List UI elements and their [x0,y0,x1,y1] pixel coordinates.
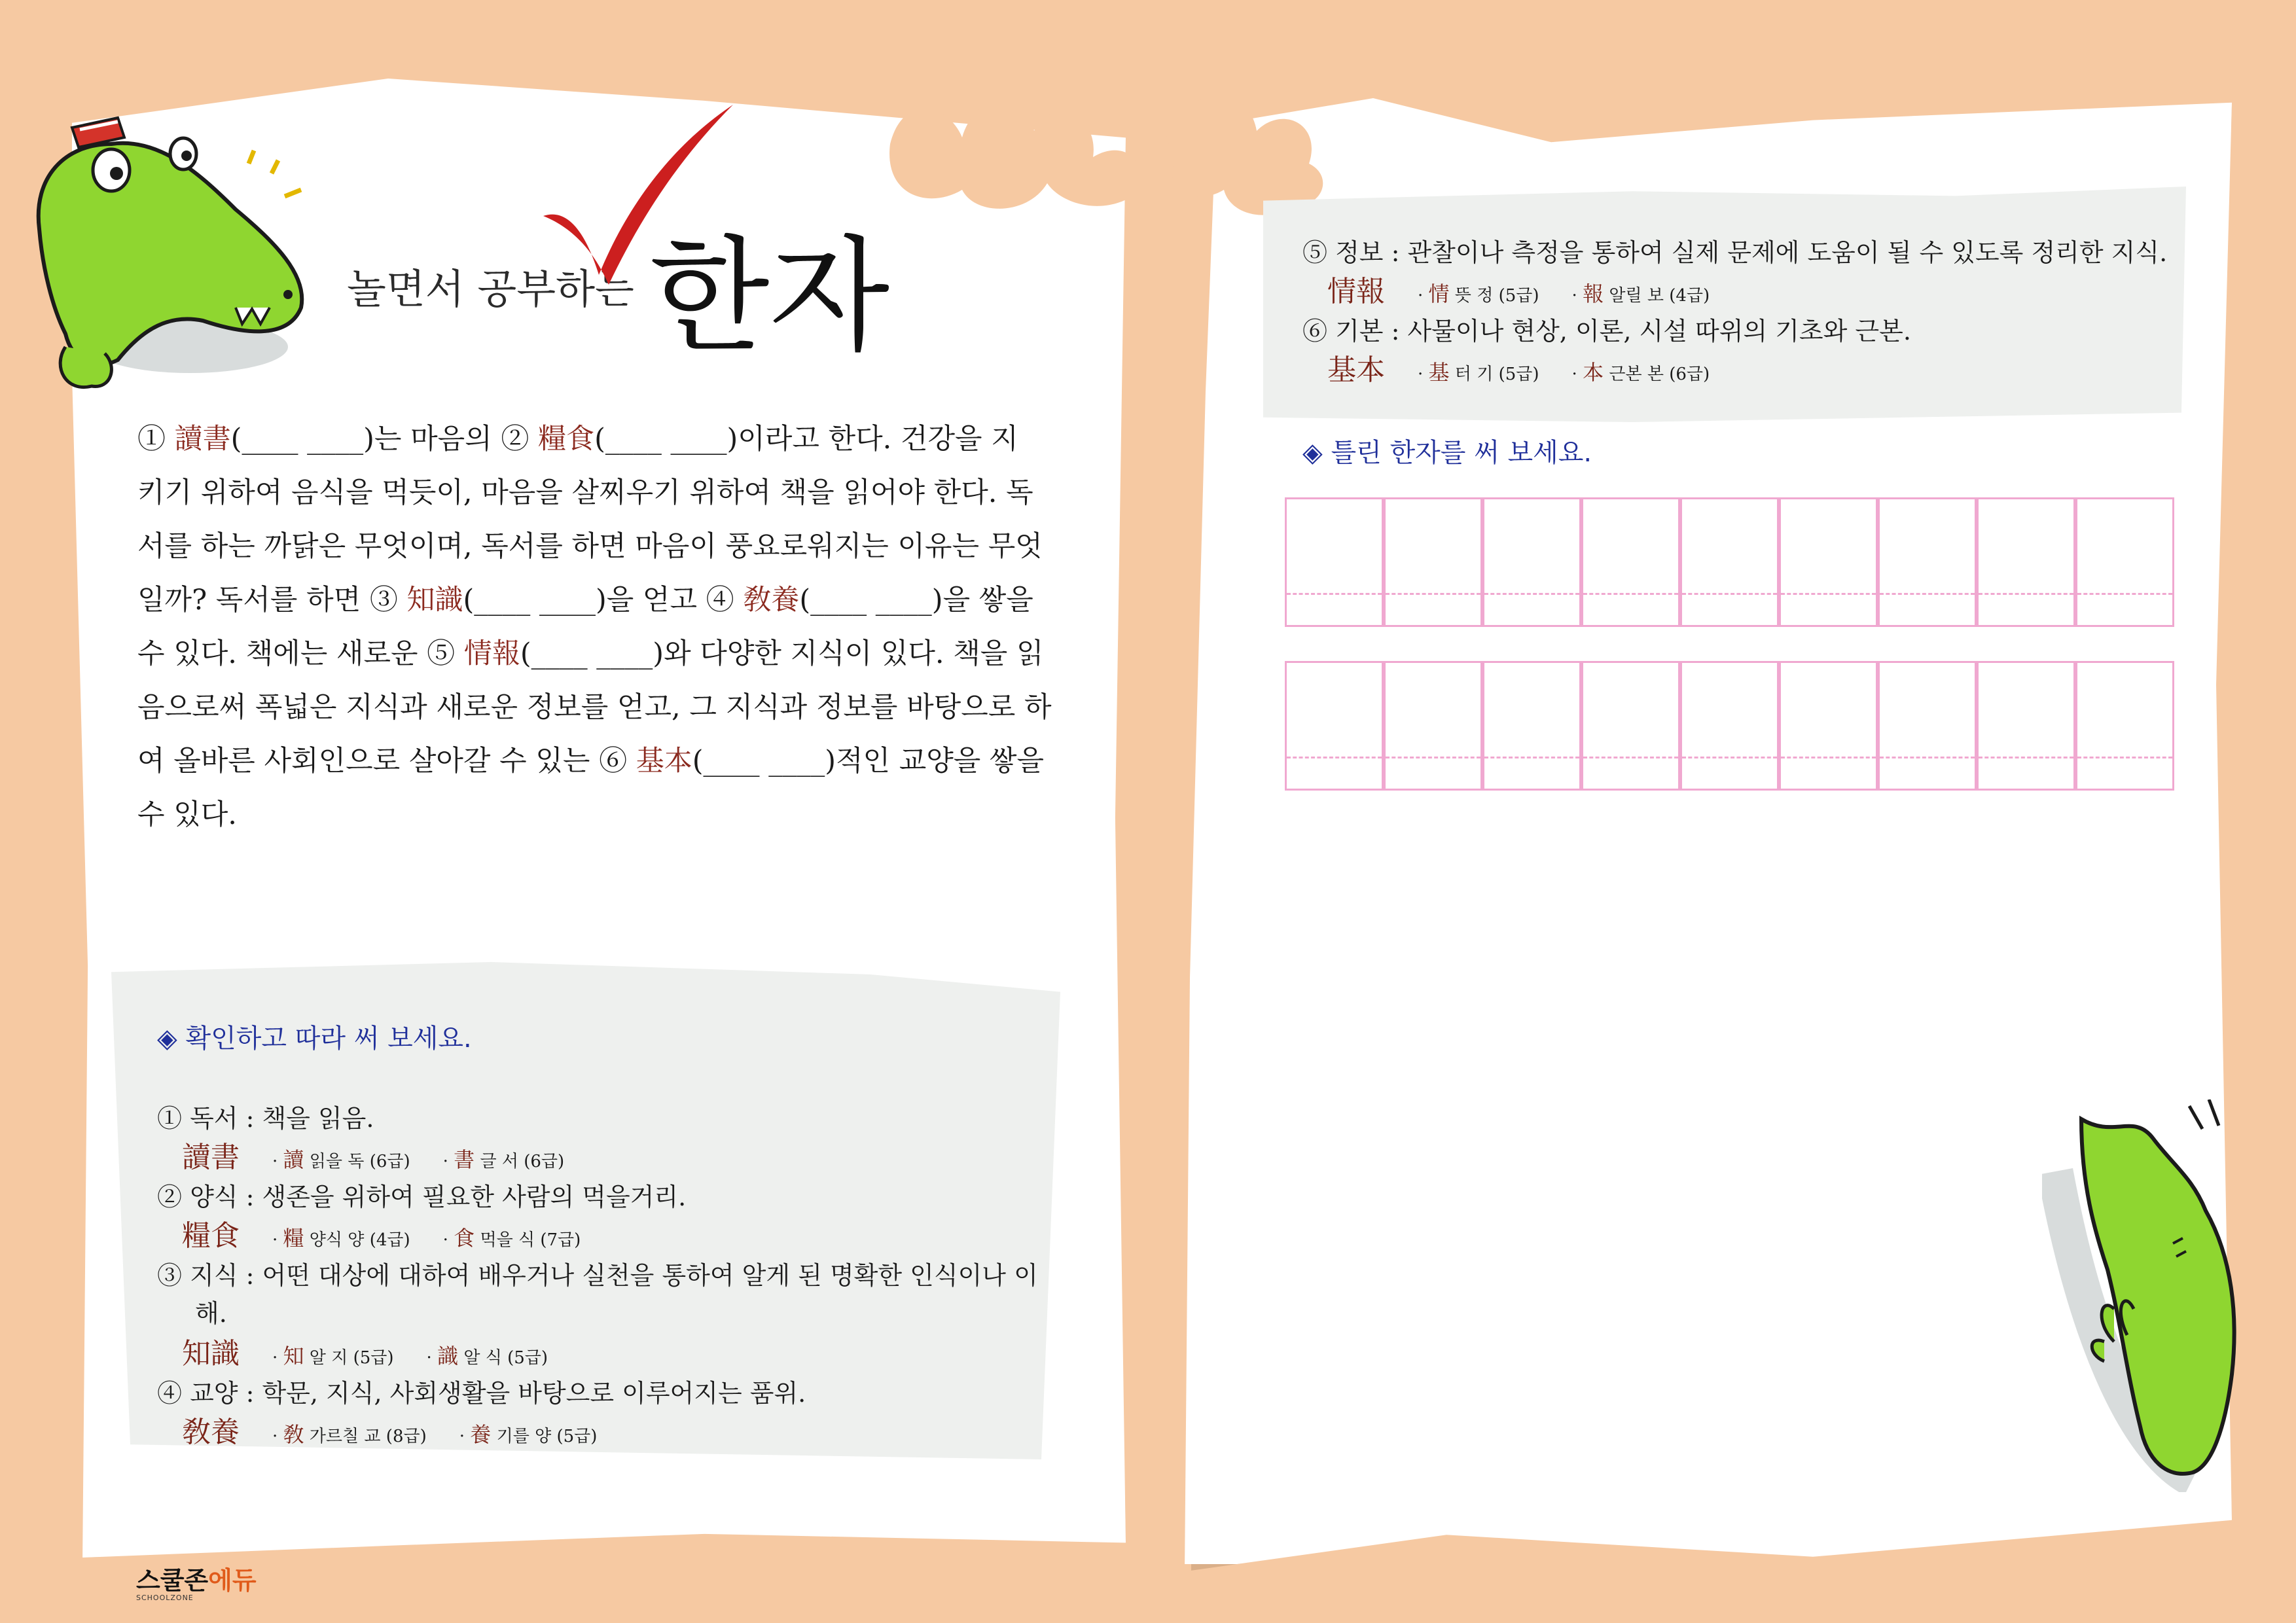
passage-line [137,627,1044,681]
passage-line [137,788,1028,842]
passage-text: 일까? 독서를 하면 ③ [137,584,407,616]
grid-guide-line [1386,593,1480,595]
passage-text: ① [137,423,175,455]
passage-text: 여 올바른 사회인으로 살아갈 수 있는 ⑥ [137,745,636,777]
hanja-word: 知識 [182,1337,240,1370]
grid-cell[interactable] [1482,661,1581,791]
definition-text: ⑤ 정보 : 관찰이나 측정을 통하여 실제 문제에 도움이 될 수 있도록 정리한 지식. [1302,238,2168,267]
passage-text: (____ ____)을 쌓을 [799,584,1033,616]
definition-text: ④ 교양 : 학문, 지식, 사회생활을 바탕으로 이루어지는 품위. [157,1379,806,1408]
grid-cell[interactable] [1581,661,1680,791]
hanja-word: 敎養 [182,1416,240,1449]
passage-hanja: 糧食 [538,423,595,455]
passage-text: 음으로써 폭넓은 지식과 새로운 정보를 얻고, 그 지식과 정보를 바탕으로 하 [137,691,1052,724]
grid-guide-line [1287,757,1382,758]
grid-cell[interactable] [1977,497,2075,627]
grid-cell[interactable] [1285,497,1384,627]
grid-cell[interactable] [2075,661,2174,791]
hanja-word: 糧食 [182,1219,240,1253]
passage-line [137,573,1033,627]
crocodile-tail-illustration [2042,1099,2258,1492]
passage-line [137,520,1043,573]
hanja-reading-note: · 書 글 서 (6급) [442,1147,565,1172]
grid-cell[interactable] [1977,661,2075,791]
hanja-reading-note: · 讀 읽을 독 (6급) [272,1147,410,1172]
passage-line [137,412,1028,466]
grid-cell[interactable] [1779,661,1878,791]
definition-text-continued: 해. [195,1299,227,1328]
definition-text: ⑥ 기본 : 사물이나 현상, 이론, 시설 따위의 기초와 근본. [1302,317,1911,346]
grid-guide-line [1583,593,1678,595]
grid-guide-line [1682,757,1777,758]
hanja-reading-note: · 糧 양식 양 (4급) [272,1226,410,1251]
grid-guide-line [1880,757,1975,758]
grid-guide-line [1781,593,1876,595]
grid-cell[interactable] [1384,661,1482,791]
grid-cell[interactable] [1285,661,1384,791]
schoolzone-logo [136,1560,257,1602]
passage-text: 키기 위하여 음식을 먹듯이, 마음을 살찌우기 위하여 책을 읽어야 한다. 독 [137,476,1033,509]
grid-cell[interactable] [1680,661,1779,791]
check-and-write-heading: ◈ 확인하고 따라 써 보세요. [157,1024,472,1054]
definition-text: ③ 지식 : 어떤 대상에 대하여 배우거나 실천을 통하여 알게 된 명확한 인식이나 이 [157,1261,1038,1290]
hanja-reading-note: · 報 알릴 보 (4급) [1571,281,1710,306]
grid-guide-line [1880,593,1975,595]
practice-heading: ◈ 틀린 한자를 써 보세요. [1302,438,1592,468]
hanja-reading-note: · 識 알 식 (5급) [426,1344,548,1368]
logo-sub: SCHOOLZONE [136,1594,194,1602]
grid-guide-line [1979,593,2073,595]
passage-text: 서를 하는 까닭은 무엇이며, 독서를 하면 마음이 풍요로워지는 이유는 무엇 [137,530,1043,563]
grid-guide-line [1781,757,1876,758]
passage-hanja: 基本 [636,745,692,777]
grid-cell[interactable] [1878,497,1977,627]
grid-cell[interactable] [1482,497,1581,627]
grid-cell[interactable] [2075,497,2174,627]
passage-hanja: 敎養 [743,584,800,616]
hanja-reading-note: · 食 먹을 식 (7급) [442,1226,581,1251]
passage-hanja: 讀書 [174,423,231,455]
grid-guide-line [1484,593,1579,595]
definition-text: ② 양식 : 생존을 위하여 필요한 사람의 먹을거리. [157,1183,687,1211]
grid-guide-line [1979,757,2073,758]
passage-text: 수 있다. [137,798,237,831]
hanja-reading-note: · 本 근본 본 (6급) [1571,360,1710,385]
grid-guide-line [2077,757,2172,758]
definition-text: ① 독서 : 책을 읽음. [157,1104,374,1133]
hanja-reading-note: · 敎 가르칠 교 (8급) [272,1422,427,1447]
reading-passage [137,412,1052,842]
title-main: 한자 [649,224,890,368]
passage-text: 수 있다. 책에는 새로운 ⑤ [137,637,464,670]
hanja-word: 基本 [1327,353,1385,387]
grid-guide-line [1484,757,1579,758]
hanja-word: 情報 [1327,275,1385,308]
grid-cell[interactable] [1680,497,1779,627]
logo-main: 스쿨존 [136,1566,209,1595]
passage-hanja: 知識 [406,584,463,616]
passage-text: (____ ____)는 마음의 ② [230,423,539,455]
grid-cell[interactable] [1581,497,1680,627]
logo-accent: 에듀 [208,1566,257,1595]
grid-cell[interactable] [1779,497,1878,627]
passage-text: (____ ____)을 얻고 ④ [463,584,744,616]
passage-text: (____ ____)적인 교양을 쌓을 [692,745,1045,777]
grid-guide-line [1386,757,1480,758]
crocodile-head-illustration [26,98,314,412]
hanja-reading-note: · 基 터 기 (5급) [1418,360,1539,385]
grid-guide-line [1287,593,1382,595]
red-checkmark-icon [537,105,746,288]
passage-text: (____ ____)이라고 한다. 건강을 지 [594,423,1018,455]
hanja-reading-note: · 養 기를 양 (5급) [459,1422,598,1447]
passage-line [137,734,1045,788]
hanja-reading-note: · 知 알 지 (5급) [272,1344,394,1368]
grid-guide-line [1583,757,1678,758]
hanja-reading-note: · 情 뜻 정 (5급) [1418,281,1539,306]
passage-line [137,466,1033,520]
grid-cell[interactable] [1878,661,1977,791]
grid-guide-line [1682,593,1777,595]
passage-hanja: 情報 [463,637,520,670]
passage-text: (____ ____)와 다양한 지식이 있다. 책을 읽 [520,637,1044,670]
title-subtitle: 놀면서 공부하는 [347,265,634,313]
torn-edge-decoration [877,65,1374,223]
passage-line [137,681,1052,734]
hanja-word: 讀書 [182,1141,240,1174]
grid-cell[interactable] [1384,497,1482,627]
grid-guide-line [2077,593,2172,595]
